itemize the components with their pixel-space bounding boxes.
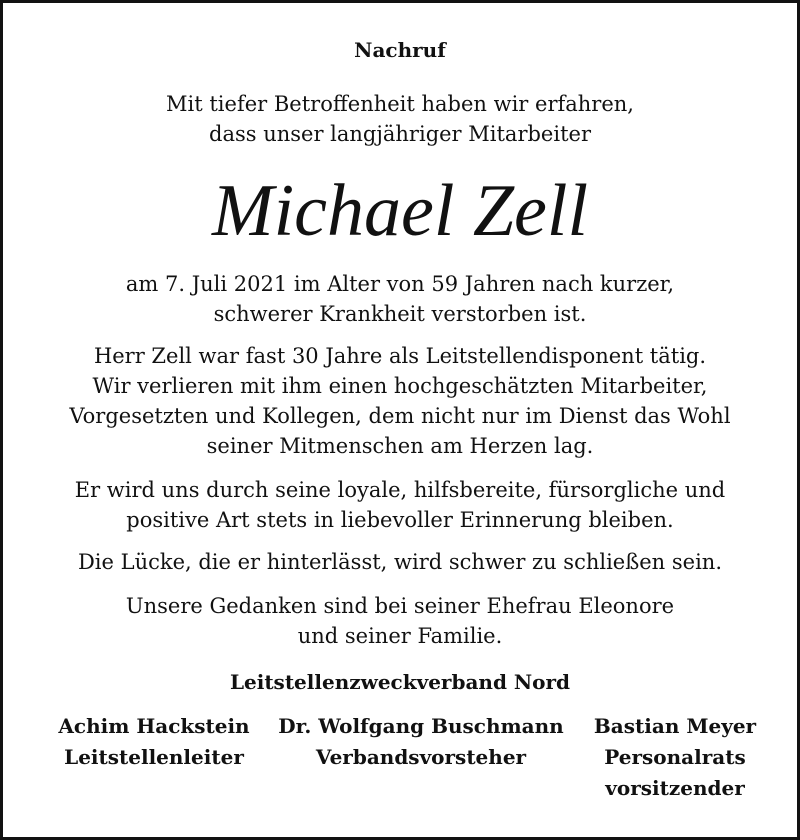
intro-paragraph [23, 89, 777, 149]
death-paragraph [23, 269, 777, 329]
deceased-name: Michael Zell [211, 170, 589, 252]
intro-line-2: dass unser langjähriger Mitarbeiter [209, 122, 591, 146]
thoughts-paragraph [23, 591, 777, 651]
death-line-1: am 7. Juli 2021 im Alter von 59 Jahren nach kurzer, [125, 272, 675, 296]
signer-role-continued: vorsitzender [605, 776, 745, 800]
intro-line-1: Mit tiefer Betroffenheit haben wir erfahren, [166, 92, 634, 116]
signer-role: Personalrats [604, 745, 746, 769]
career-paragraph [23, 341, 777, 461]
career-line-4: seiner Mitmenschen am Herzen lag. [206, 434, 594, 458]
thoughts-line-1: Unsere Gedanken sind bei seiner Ehefrau Eleonore [125, 594, 675, 618]
signer-block [575, 711, 775, 804]
career-line-1: Herr Zell war fast 30 Jahre als Leitstellendisponent tätig. [93, 344, 707, 368]
memory-line-2: positive Art stets in liebevoller Erinnerung bleiben. [126, 508, 674, 532]
notice-heading: Nachruf [354, 38, 446, 62]
career-line-2: Wir verlieren mit ihm einen hochgeschätzten Mitarbeiter, [92, 374, 708, 398]
memory-paragraph [23, 475, 777, 535]
signer-name: Achim Hackstein [58, 714, 250, 738]
signer-block [261, 711, 581, 773]
signer-role: Verbandsvorsteher [315, 745, 527, 769]
career-line-3: Vorgesetzten und Kollegen, dem nicht nur im Dienst das Wohl [69, 404, 731, 428]
memory-line-1: Er wird uns durch seine loyale, hilfsbereite, fürsorgliche und [74, 478, 726, 502]
gap-line-1: Die Lücke, die er hinterlässt, wird schwer zu schließen sein. [77, 550, 723, 574]
death-line-2: schwerer Krankheit verstorben ist. [213, 302, 587, 326]
signer-role: Leitstellenleiter [64, 745, 244, 769]
signer-name: Bastian Meyer [593, 714, 757, 738]
gap-paragraph [23, 547, 777, 577]
thoughts-line-2: und seiner Familie. [297, 624, 503, 648]
signer-name: Dr. Wolfgang Buschmann [278, 714, 564, 738]
signer-block [39, 711, 269, 773]
organization-name: Leitstellenzweckverband Nord [229, 670, 571, 694]
